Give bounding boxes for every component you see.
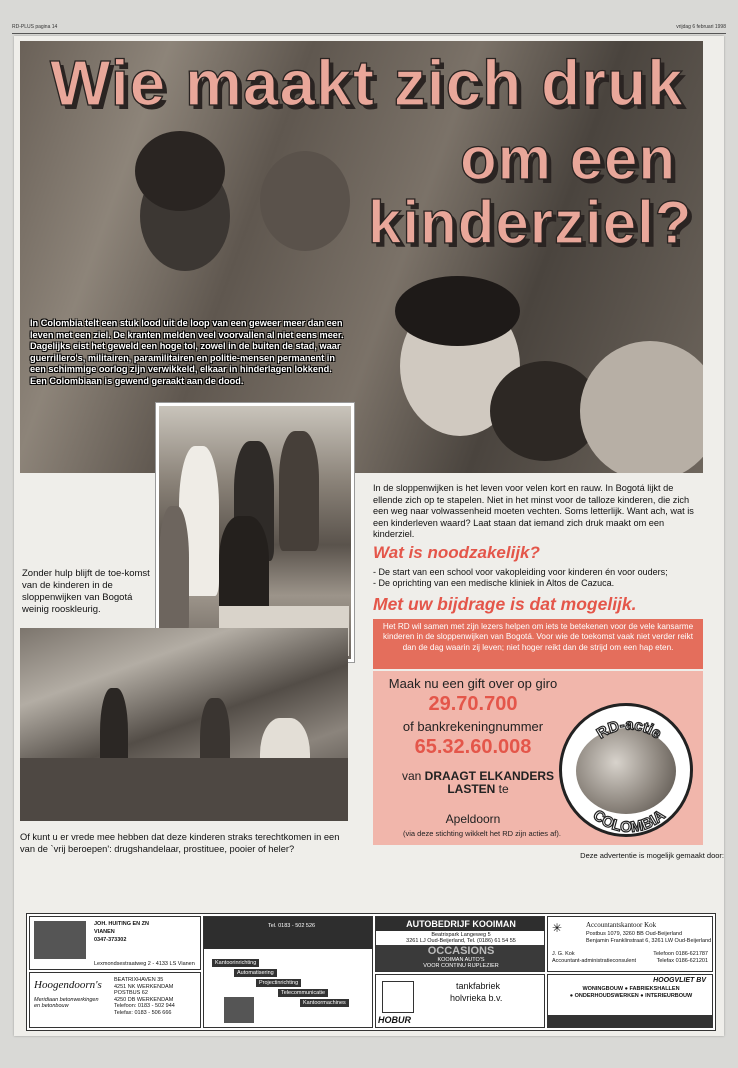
foundation-prefix: van [401,769,425,783]
hoogvliet-services: ● ONDERHOUDSWERKEN ● INTERIEURBOUW [569,993,693,999]
huiting-logo [34,921,86,959]
hoogendoorn-name: Hoogendoorn's [34,979,102,991]
kok-logo-icon: ✳ [552,921,563,935]
office-banner [204,917,373,949]
slum-street-photo [20,628,348,821]
bottom-caption: Of kunt u er vrede mee hebben dat deze kinderen straks terechtkomen in een van de `vrij beroepen': drugshandelaar, prostituee, pooier of heler? [20,832,340,854]
hobur-name: holvrieka b.v. [450,993,503,1003]
huiting-address: Lexmondsestraatweg 2 - 4133 LS Vianen [94,961,195,967]
kok-role: Accountant-administratieconsulent [552,958,637,964]
foundation-note: (via deze stichting wikkelt het RD zijn acties af). [403,829,561,838]
hero-intro-text: In Colombia telt een stuk lood uit de loop van een geweer meer dan een leven met een ziel. De kranten melden veel voorvallen al niet eens meer. Dagelijks eist het geweld een hoge tol, zowel in de buiten de stad, waar guerrillero's, militairen, paramilitairen en politie-mensen permanent in een schimmige oorlog zijn verwikkeld, elkaar in hinderlagen lokkend. Een Colombiaan is gewend geraakt aan de dood. [30,318,344,386]
need-list [373,567,703,590]
kooiman-big: OCCASIONS [427,945,495,957]
rubble [20,758,348,821]
hobur-tank-icon [382,981,414,1013]
hoogvliet-services: WONINGBOUW ● FABRIEKSHALLEN [582,986,680,992]
phone-line: Telefoon: 0183 - 502 944 [114,1003,175,1009]
header-rule [12,33,726,34]
huiting-city: VIANEN [94,929,115,935]
appeal-text: Het RD wil samen met zijn lezers helpen om iets te betekenen voor de vele kansarme kinderen in de sloppenwijken van Bogotá. Voor wie de toekomst vaak niet verder reikt dan de dag waarin zij leven; niet hoger reikt dan de strijd om een hap eten. [382,622,694,652]
kok-address: Postbus 1079, 3260 BB Oud-Beijerland [586,931,683,937]
sponsor-ads [26,913,716,1031]
hero-photo [20,41,703,473]
kooiman-sub: KOOIMAN AUTO'S [437,957,485,963]
kok-title: Accountantskantoor Kok [586,921,657,929]
ad-hobur [375,974,545,1028]
svg-text:RD-actie: RD-actie [593,716,665,743]
ad-hoogendoorn [29,972,201,1028]
giro-number: 29.70.700 [428,693,518,715]
page-date: vrijdag 6 februari 1998 [676,24,726,30]
foundation-suffix: te [495,782,509,796]
hobur-title: tankfabriek [456,981,501,991]
foundation-line [393,770,563,796]
child-hair [395,276,520,346]
kooiman-sub: VOOR CONTINU RIJPLEZIER [423,963,499,969]
headline-line-1: Wie maakt zich druk [50,47,684,119]
child-striped [159,506,189,636]
foundation-name: DRAAGT ELKANDERS LASTEN [424,769,555,796]
sponsor-note: Deze advertentie is mogelijk gemaakt door: [580,851,724,860]
heading-contribution: Met uw bijdrage is dat mogelijk. [373,594,637,614]
appeal-box [373,619,703,669]
hoogendoorn-sub: Meridiaan betonwerkingen en betonbouw [34,997,99,1009]
kooiman-occasions [376,945,545,972]
need-item: - De oprichting van een medische kliniek in Altos de Cazuca. [373,578,615,589]
headline-line-2: om een [460,125,677,192]
office-label: Automatisering [234,969,277,977]
bank-label: of bankrekeningnummer [402,719,544,734]
address-line: POSTBUS 62 [114,990,148,996]
photo-caption: Zonder hulp blijft de toe-komst van de kinderen in de sloppenwijken van Bogotá weinig rooskleurig. [22,568,150,615]
headline-line-3: kinderziel? [368,189,693,256]
hoogvliet-name: HOOGVLIET BV [653,977,706,984]
office-label: Projectinrichting [256,979,301,987]
page-header [12,24,726,34]
children-group-photo [155,402,355,663]
office-label: Kantoormachines [300,999,349,1007]
kok-name: J. G. Kok [552,951,575,957]
page-number: RD-PLUS pagina 14 [12,24,58,30]
donation-box [373,671,703,845]
kok-phone: Telefoon 0186-621787 [653,951,708,957]
kok-fax: Telefax 0186-621201 [656,958,708,964]
girl-figure [279,431,319,551]
office-label: Kantoorinrichting [212,959,259,967]
office-phone: Tel. 0183 - 502 526 [268,923,316,929]
hoogendoorn-address [114,977,175,1016]
child-hair [135,131,225,211]
foundation-city: Apeldoorn [445,812,501,826]
fax-line: Telefax: 0183 - 506 666 [114,1009,172,1016]
address-line: 4250 DB WERKENDAM [114,996,174,1003]
ad-kooiman [375,916,545,972]
huiting-name: JOH. HUITING EN ZN [94,921,150,927]
ad-hoogvliet [547,974,713,1028]
kok-address: Benjamin Franklinstraat 6, 3261 LW Oud-Beijerland [586,938,712,944]
ad-kok [547,916,713,972]
ad-office [203,916,373,1028]
giro-label: Maak nu een gift over op giro [388,676,558,691]
article-body: In de sloppenwijken is het leven voor velen kort en rauw. In Bogotá lijkt de ellende zich op te stapelen. Niet in het minst voor de talloze kinderen, die zich een weg naar volwassenheid moeten vechten. Soms letterlijk. Want ach, wat is een kinderleven waard? Laat staan dat iemand zich druk maakt om een kinderziel. [373,483,694,540]
bank-number: 65.32.60.008 [414,736,532,758]
hoogvliet-footer [548,1015,713,1028]
ground [580,341,703,473]
kooiman-address: Beatrixpark Langeweg 5 [431,932,491,938]
rd-actie-colombia-logo [559,703,693,837]
heading-need: Wat is noodzakelijk? [373,543,540,562]
svg-text:COLOMBIA: COLOMBIA [589,806,669,837]
office-label: Telecommunicatie [278,989,328,997]
logo-lettering [562,706,693,837]
child-silhouette [260,151,350,251]
office-chair [224,997,254,1023]
hobur-logo: HOBUR [378,1015,411,1025]
kooiman-title: AUTOBEDRIJF KOOIMAN [376,917,545,931]
ad-huiting [29,916,201,970]
address-line: BEATRIXHAVEN 35 [114,977,164,983]
huiting-phone: 0347-373302 [94,937,127,943]
need-item: - De start van een school voor vakopleiding voor kinderen én voor ouders; [373,567,668,577]
kooiman-address: 3261 LJ Oud-Beijerland, Tel. (0186) 61 54 55 [406,938,516,944]
address-line: 4251 NK WERKENDAM [114,983,174,990]
